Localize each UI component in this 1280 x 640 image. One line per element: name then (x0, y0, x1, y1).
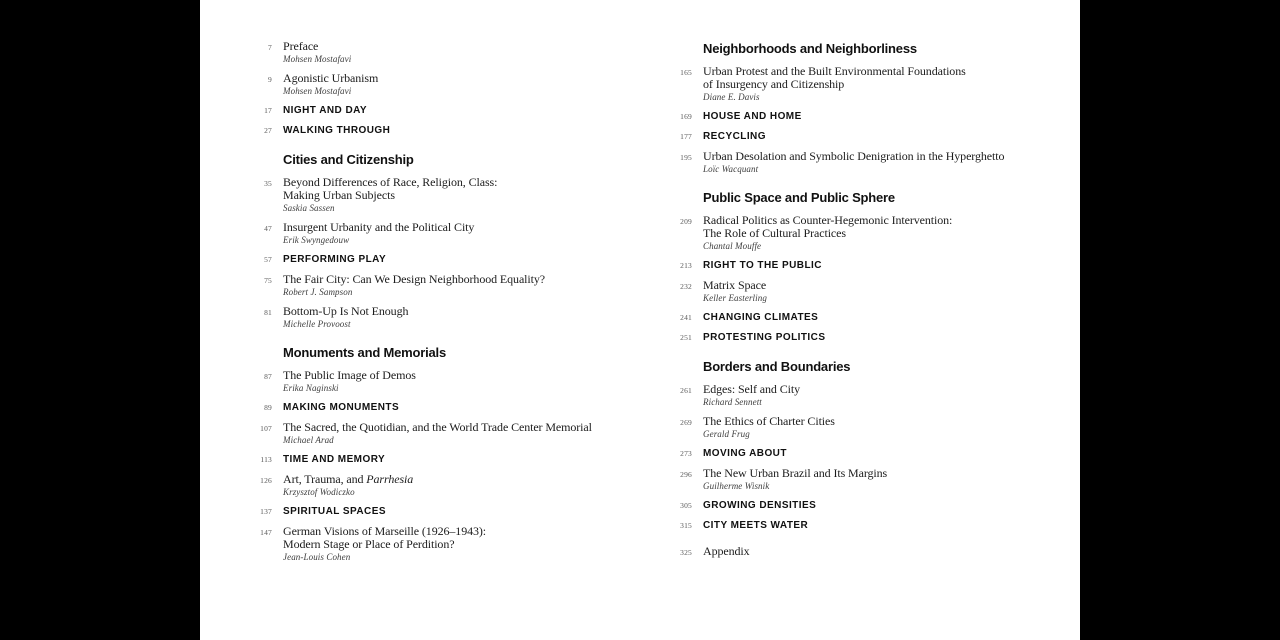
title-line: Borders and Boundaries (703, 359, 851, 374)
toc-chapter-entry (200, 253, 632, 265)
toc-chapter-entry (620, 110, 1052, 122)
entry-body (283, 401, 399, 413)
entry-body (703, 150, 1004, 174)
toc-chapter-entry (620, 447, 1052, 459)
entry-author: Jean-Louis Cohen (283, 552, 351, 562)
entry-author: Richard Sennett (703, 397, 762, 407)
title-line: PROTESTING POLITICS (703, 332, 826, 343)
entry-author: Erik Swyngedouw (283, 235, 350, 245)
chapter-title (703, 130, 766, 142)
page-number: 195 (680, 153, 692, 162)
title-line: TIME AND MEMORY (283, 454, 386, 465)
entry-body (283, 40, 351, 64)
title-line: of Insurgency and Citizenship (703, 77, 845, 91)
page-number: 251 (680, 333, 692, 342)
entry-author: Keller Easterling (703, 293, 767, 303)
page-number: 165 (680, 68, 692, 77)
title-line (283, 473, 413, 486)
chapter-title (703, 259, 822, 271)
entry-title (703, 383, 800, 396)
entry-author: Chantal Mouffe (703, 241, 762, 251)
title-line: Agonistic Urbanism (283, 71, 379, 85)
title-line: HOUSE AND HOME (703, 111, 802, 122)
entry-body (703, 415, 835, 439)
toc-column-left (200, 40, 632, 570)
entry-body (703, 545, 750, 558)
title-line: Urban Desolation and Symbolic Denigration in the Hyperghetto (703, 149, 1005, 163)
section-heading-text (703, 359, 850, 374)
chapter-title (703, 499, 816, 511)
toc-chapter-entry (620, 331, 1052, 343)
entry-title (703, 545, 750, 558)
entry-author: Mohsen Mostafavi (283, 54, 352, 64)
page-number-spacer (620, 359, 692, 362)
entry-title (703, 150, 1004, 163)
entry-title (283, 305, 408, 318)
title-line: MOVING ABOUT (703, 448, 787, 459)
title-line: Radical Politics as Counter-Hegemonic Intervention: (703, 213, 953, 227)
title-line: Neighborhoods and Neighborliness (703, 41, 917, 56)
toc-chapter-entry (200, 104, 632, 116)
page-number: 209 (680, 217, 692, 226)
title-line: Edges: Self and City (703, 382, 800, 396)
entry-body (283, 104, 367, 116)
page-number: 213 (680, 261, 692, 270)
heading-body (703, 359, 850, 374)
title-line: The New Urban Brazil and Its Margins (703, 466, 888, 480)
toc-entry (200, 369, 632, 393)
page-number: 107 (260, 424, 272, 433)
entry-body (283, 453, 385, 465)
page-number: 9 (268, 75, 272, 84)
toc-chapter-entry (620, 311, 1052, 323)
entry-title (703, 214, 952, 240)
entry-body (283, 176, 497, 213)
page-number-spacer (620, 41, 692, 44)
title-line: The Ethics of Charter Cities (703, 414, 835, 428)
page-number: 87 (264, 372, 272, 381)
toc-entry (200, 473, 632, 497)
title-line: The Role of Cultural Practices (703, 226, 846, 240)
entry-title (283, 273, 545, 286)
entry-title (283, 421, 592, 434)
entry-title (703, 415, 835, 428)
entry-title (703, 279, 767, 292)
title-line: CITY MEETS WATER (703, 520, 809, 531)
toc-entry (620, 150, 1052, 174)
entry-author: Saskia Sassen (283, 203, 335, 213)
page-number-spacer (200, 152, 272, 155)
toc-entry (620, 214, 1052, 251)
chapter-title (703, 331, 825, 343)
entry-body (703, 447, 787, 459)
entry-title (283, 221, 474, 234)
title-line: GROWING DENSITIES (703, 500, 817, 511)
page-number: 177 (680, 132, 692, 141)
page-number: 261 (680, 386, 692, 395)
page-number: 81 (264, 308, 272, 317)
title-line: WALKING THROUGH (283, 125, 391, 136)
page-number: 75 (264, 276, 272, 285)
entry-title (283, 525, 486, 551)
title-line: PERFORMING PLAY (283, 254, 387, 265)
entry-author: Michelle Provoost (283, 319, 351, 329)
entry-title (703, 65, 966, 91)
entry-author: Krzysztof Wodiczko (283, 487, 355, 497)
entry-body (703, 331, 825, 343)
entry-body (283, 253, 386, 265)
title-line: Public Space and Public Sphere (703, 190, 895, 205)
page-number: 35 (264, 179, 272, 188)
entry-author: Gerald Frug (703, 429, 750, 439)
entry-author: Robert J. Sampson (283, 287, 353, 297)
toc-column-right (620, 41, 1052, 566)
entry-title (283, 369, 416, 382)
title-line: Appendix (703, 544, 750, 558)
entry-body (283, 221, 474, 245)
page-number: 27 (264, 126, 272, 135)
chapter-title (283, 453, 385, 465)
entry-body (703, 311, 818, 323)
chapter-title (283, 124, 390, 136)
toc-entry (200, 221, 632, 245)
entry-body (283, 505, 386, 517)
title-line: SPIRITUAL SPACES (283, 506, 386, 517)
title-line: CHANGING CLIMATES (703, 312, 819, 323)
section-heading-text (283, 345, 446, 360)
title-line: Modern Stage or Place of Perdition? (283, 537, 455, 551)
page-number: 126 (260, 476, 272, 485)
page-number: 7 (268, 43, 272, 52)
chapter-title (703, 447, 787, 459)
entry-author: Erika Naginski (283, 383, 339, 393)
entry-author: Guilherme Wisnik (703, 481, 770, 491)
section-heading-text (283, 152, 414, 167)
entry-title (283, 72, 378, 85)
entry-title (283, 473, 413, 486)
title-line: RECYCLING (703, 131, 766, 142)
section-heading (620, 41, 1052, 56)
title-line: Cities and Citizenship (283, 152, 414, 167)
entry-body (283, 273, 545, 297)
section-heading-text (703, 190, 895, 205)
section-heading (620, 190, 1052, 205)
entry-body (703, 383, 800, 407)
toc-entry (620, 545, 1052, 558)
toc-entry (200, 40, 632, 64)
toc-entry (620, 467, 1052, 491)
section-heading-text (703, 41, 917, 56)
chapter-title (283, 401, 399, 413)
page-number: 325 (680, 548, 692, 557)
entry-body (283, 421, 592, 445)
toc-chapter-entry (200, 505, 632, 517)
entry-author: Diane E. Davis (703, 92, 760, 102)
toc-entry (620, 415, 1052, 439)
chapter-title (703, 110, 802, 122)
toc-entry (620, 279, 1052, 303)
page-number-spacer (620, 190, 692, 193)
heading-body (703, 190, 895, 205)
entry-title (283, 176, 497, 202)
page-number: 17 (264, 106, 272, 115)
toc-entry (620, 65, 1052, 102)
entry-body (703, 130, 766, 142)
title-line: Insurgent Urbanity and the Political City (283, 220, 475, 234)
page-number: 137 (260, 507, 272, 516)
title-segment-italic: Parrhesia (366, 472, 414, 486)
page-number: 296 (680, 470, 692, 479)
entry-author: Michael Arad (283, 435, 334, 445)
toc-chapter-entry (620, 130, 1052, 142)
entry-body (283, 305, 408, 329)
title-line: Urban Protest and the Built Environmental Foundations (703, 64, 966, 78)
toc-page (200, 0, 1080, 640)
title-line: Beyond Differences of Race, Religion, Class: (283, 175, 498, 189)
page-number: 57 (264, 255, 272, 264)
page-number: 47 (264, 224, 272, 233)
toc-chapter-entry (200, 124, 632, 136)
chapter-title (703, 311, 818, 323)
entry-body (703, 499, 816, 511)
toc-entry (200, 72, 632, 96)
page-number: 89 (264, 403, 272, 412)
entry-body (703, 519, 808, 531)
title-line: Preface (283, 39, 319, 53)
heading-body (703, 41, 917, 56)
entry-author: Mohsen Mostafavi (283, 86, 352, 96)
title-line: The Sacred, the Quotidian, and the World Trade Center Memorial (283, 420, 592, 434)
title-line: MAKING MONUMENTS (283, 402, 400, 413)
title-line: Making Urban Subjects (283, 188, 395, 202)
section-heading (200, 345, 632, 360)
toc-entry (620, 383, 1052, 407)
toc-chapter-entry (620, 499, 1052, 511)
entry-body (703, 467, 887, 491)
page-number: 232 (680, 282, 692, 291)
entry-title (703, 467, 887, 480)
page-number: 273 (680, 449, 692, 458)
heading-body (283, 345, 446, 360)
page-number: 269 (680, 418, 692, 427)
page-number: 241 (680, 313, 692, 322)
toc-entry (200, 176, 632, 213)
entry-body (703, 110, 802, 122)
entry-body (283, 369, 416, 393)
page-number: 315 (680, 521, 692, 530)
chapter-title (703, 519, 808, 531)
entry-body (283, 72, 378, 96)
toc-entry (200, 421, 632, 445)
toc-chapter-entry (200, 401, 632, 413)
toc-chapter-entry (620, 519, 1052, 531)
entry-title (283, 40, 351, 53)
entry-body (703, 65, 966, 102)
toc-entry (200, 525, 632, 562)
entry-body (283, 525, 486, 562)
title-line: Bottom-Up Is Not Enough (283, 304, 409, 318)
entry-body (703, 259, 822, 271)
chapter-title (283, 104, 367, 116)
entry-body (283, 473, 413, 497)
toc-entry (200, 305, 632, 329)
section-heading (200, 152, 632, 167)
page-number-spacer (200, 345, 272, 348)
title-line: RIGHT TO THE PUBLIC (703, 260, 822, 271)
toc-chapter-entry (200, 453, 632, 465)
title-line: NIGHT AND DAY (283, 105, 368, 116)
toc-chapter-entry (620, 259, 1052, 271)
entry-body (283, 124, 390, 136)
chapter-title (283, 253, 386, 265)
page-number: 169 (680, 112, 692, 121)
title-segment: Art, Trauma, and (283, 472, 367, 486)
title-line: The Public Image of Demos (283, 368, 416, 382)
chapter-title (283, 505, 386, 517)
entry-author: Loïc Wacquant (703, 164, 759, 174)
toc-entry (200, 273, 632, 297)
title-line: German Visions of Marseille (1926–1943): (283, 524, 487, 538)
page-number: 305 (680, 501, 692, 510)
entry-body (703, 214, 952, 251)
section-heading (620, 359, 1052, 374)
title-line: Matrix Space (703, 278, 767, 292)
title-line: The Fair City: Can We Design Neighborhood Equality? (283, 272, 546, 286)
title-line: Monuments and Memorials (283, 345, 446, 360)
page-number: 147 (260, 528, 272, 537)
page-number: 113 (260, 455, 272, 464)
heading-body (283, 152, 414, 167)
entry-body (703, 279, 767, 303)
